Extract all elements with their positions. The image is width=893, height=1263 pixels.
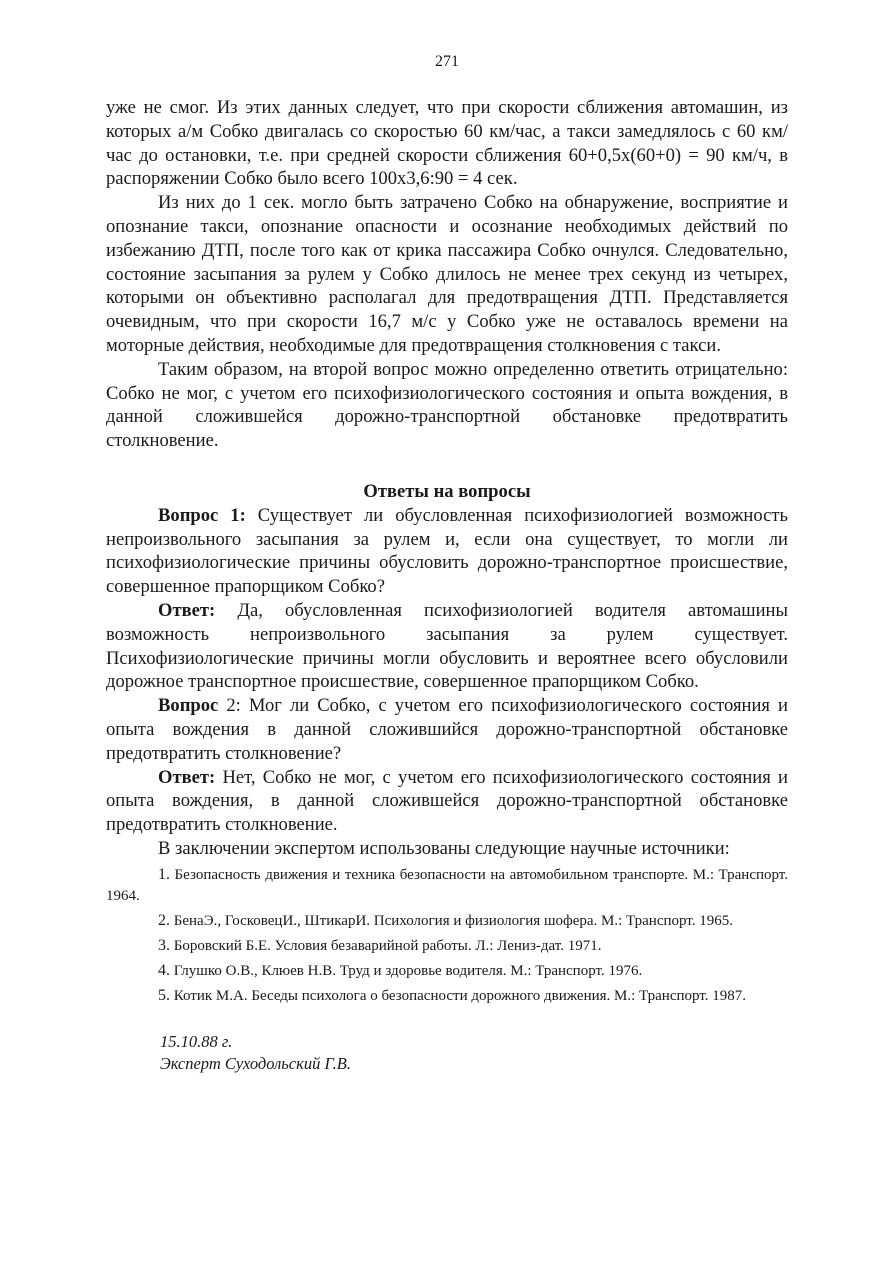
answer-2-label: Ответ: <box>158 766 216 788</box>
reference-number: 3. <box>158 936 170 954</box>
reference-text: Глушко О.В., Клюев Н.В. Труд и здоровье водителя. М.: Транспорт. 1976. <box>170 962 643 979</box>
reference-number: 5. <box>158 986 170 1004</box>
answer-1 <box>106 599 788 694</box>
page-number: 271 <box>435 53 459 70</box>
paragraph-timing: Из них до 1 сек. могло быть затрачено Собко на обнаружение, восприятие и опознание такси, опознание опасности и осознание необходимых действий по избежанию ДТП, после того как от крика пассажира Собко очнулся. Следовательно, состояние засыпания за рулем у Собко длилось не менее трех секунд из четырех, которыми он объективно располагал для предотвращения ДТП. Представляется очевидным, что при скорости 16,7 м/с у Собко уже не оставалось времени на моторные действия, необходимые для предотвращения столкновения с такси. <box>106 192 788 356</box>
answer-2 <box>106 766 788 837</box>
answers-heading: Ответы на вопросы <box>363 480 531 502</box>
reference-text: Котик М.А. Беседы психолога о безопасности дорожного движения. М.: Транспорт. 1987. <box>170 987 746 1004</box>
sources-intro: В заключении экспертом использованы следующие научные источники: <box>158 837 730 859</box>
signature-block <box>160 1031 788 1075</box>
question-1 <box>106 504 788 599</box>
answer-1-text: Да, обусловленная психофизиологией водителя автомашины возможность непроизвольного засыпания за рулем существует. Психофизиологические причины могли обусловить и вероятнее всего обусловили дорожное транспортное происшествие, совершенное прапорщиком Собко. <box>106 599 788 693</box>
reference-item <box>106 935 788 957</box>
reference-text: Боровский Б.Е. Условия безаварийной работы. Л.: Лениз-дат. 1971. <box>170 937 602 954</box>
reference-number: 2. <box>158 911 170 929</box>
question-2 <box>106 694 788 765</box>
signature-expert: Эксперт Суходольский Г.В. <box>160 1053 351 1073</box>
document-page <box>106 52 788 1075</box>
answer-1-label: Ответ: <box>158 599 216 621</box>
reference-item <box>106 864 788 907</box>
answer-2-text: Нет, Собко не мог, с учетом его психофизиологического состояния и опыта вождения, в данной сложившейся дорожно-транспортной обстановке предотвратить столкновение. <box>106 766 788 836</box>
signature-date: 15.10.88 г. <box>160 1031 233 1051</box>
question-2-text: 2: Мог ли Собко, с учетом его психофизиологического состояния и опыта вождения в данной сложившийся дорожно-транспортной обстановке предотвратить столкновение? <box>106 695 788 764</box>
reference-item <box>106 985 788 1007</box>
paragraph-continuation: уже не смог. Из этих данных следует, что при скорости сближения автомашин, из которых а/м Собко двигалась со скоростью 60 км/час, а такси замедлялось с 60 км/час до остановки, т.е. при средней скорости сближения 60+0,5х(60+0) = 90 км/ч, в распоряжении Собко было всего 100х3,6:90 = 4 сек. <box>106 97 788 190</box>
reference-text: БенаЭ., ГосковецИ., ШтикарИ. Психология и физиология шофера. М.: Транспорт. 1965. <box>170 912 733 929</box>
reference-number: 1. <box>158 865 170 883</box>
question-1-text: Существует ли обусловленная психофизиологией возможность непроизвольного засыпания за рулем и, если она существует, то могли ли психофизиологические причины обусловить дорожно-транспортное происшествие, совершенное прапорщиком Собко? <box>106 504 788 598</box>
question-1-label: Вопрос 1: <box>158 504 246 526</box>
question-2-label: Вопрос <box>158 695 219 717</box>
reference-item <box>106 910 788 932</box>
reference-number: 4. <box>158 961 170 979</box>
reference-text: Безопасность движения и техника безопасности на автомобильном транспорте. М.: Транспорт. 1964. <box>106 866 788 904</box>
paragraph-conclusion: Таким образом, на второй вопрос можно определенно ответить отрицательно: Собко не мог, с учетом его психофизиологического состояния и опыта вождения, в данной сложившейся дорожно-транспортной обстановке предотвратить столкновение. <box>106 358 788 452</box>
reference-item <box>106 960 788 982</box>
